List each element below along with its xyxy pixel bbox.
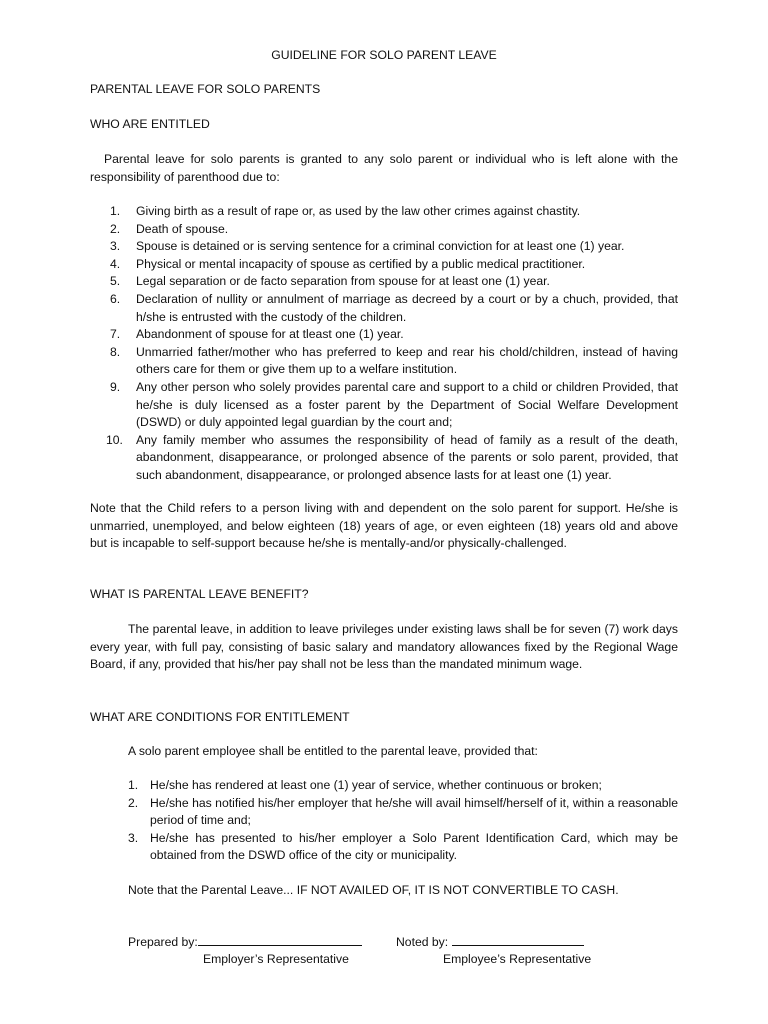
list-item: 3. He/she has presented to his/her employer a Solo Parent Identification Card, which may be obtained from the DSWD office of the city or municipality. [128,830,678,863]
cash-note: Note that the Parental Leave... IF NOT AVAILED OF, IT IS NOT CONVERTIBLE TO CASH. [128,883,619,897]
noted-by-label: Noted by: [396,935,449,949]
benefit-heading: WHAT IS PARENTAL LEAVE BENEFIT? [90,587,309,601]
entitled-list [90,203,678,485]
benefit-text: The parental leave, in addition to leave privileges under existing laws shall be for seven (7) work days every year, with full pay, consisting of basic salary and mandatory allowances fixed by the Regional Wage Board, if any, provided that his/her pay shall not be less than the mandated minimum wage. [90,622,678,672]
noted-role: Employee’s Representative [443,952,592,966]
entitled-heading: WHO ARE ENTITLED [90,117,210,131]
prepared-by [128,933,362,952]
noted-by [396,933,584,952]
list-item: 5. Legal separation or de facto separation from spouse for at least one (1) year. [110,274,550,289]
list-item: 3. Spouse is detained or is serving sentence for a criminal conviction for at least one (1) year. [110,239,625,254]
section-heading: PARENTAL LEAVE FOR SOLO PARENTS [90,82,321,96]
prepared-by-label: Prepared by: [128,935,198,949]
list-item: 9. Any other person who solely provides parental care and support to a child or children Provided, that he/she is duly licensed as a foster parent by the Department of Social Welfare Development (DSWD) or duly appointed legal guardian by the court and; [110,379,678,430]
child-note: Note that the Child refers to a person living with and dependent on the solo parent for support. He/she is unmarried, unemployed, and below eighteen (18) years of age, or even eighteen (18) years old and above but is incapable to self-support because he/she is mentally-and/or physically-challenged. [90,501,678,551]
list-item: 2. He/she has notified his/her employer that he/she will avail himself/herself of it, within a reasonable period of time and; [128,795,678,828]
prepared-by-signature-line[interactable] [198,933,362,946]
conditions-list [90,777,678,865]
noted-by-signature-line[interactable] [452,933,584,946]
list-item: 4. Physical or mental incapacity of spouse as certified by a public medical practitioner. [110,256,586,271]
entitled-intro: Parental leave for solo parents is granted to any solo parent or individual who is left alone with the responsibility of parenthood due to: [90,152,678,184]
list-item: 2. Death of spouse. [110,221,229,236]
list-item: 1. He/she has rendered at least one (1) year of service, whether continuous or broken; [128,778,602,792]
list-item: 6. Declaration of nullity or annulment of marriage as decreed by a court or by a chuch, provided, that h/she is entrusted with the custody of the children. [110,291,678,324]
conditions-intro: A solo parent employee shall be entitled to the parental leave, provided that: [128,744,538,758]
list-item: 10. Any family member who assumes the responsibility of head of family as a result of the death, abandonment, disappearance, or prolonged absence of the parents or solo parent, provided, that such abandonment, disappearance, or prolonged absence lasts for at least one (1) year. [106,432,678,482]
list-item: 8. Unmarried father/mother who has preferred to keep and rear his chold/children, instead of having others care for them or give them up to a welfare institution. [110,344,678,377]
prepared-role: Employer’s Representative [203,952,349,966]
list-item: 7. Abandonment of spouse for at tleast one (1) year. [110,327,404,342]
document-title: GUIDELINE FOR SOLO PARENT LEAVE [271,48,497,62]
list-item: 1. Giving birth as a result of rape or, as used by the law other crimes against chastity. [110,204,581,218]
conditions-heading: WHAT ARE CONDITIONS FOR ENTITLEMENT [90,710,350,724]
